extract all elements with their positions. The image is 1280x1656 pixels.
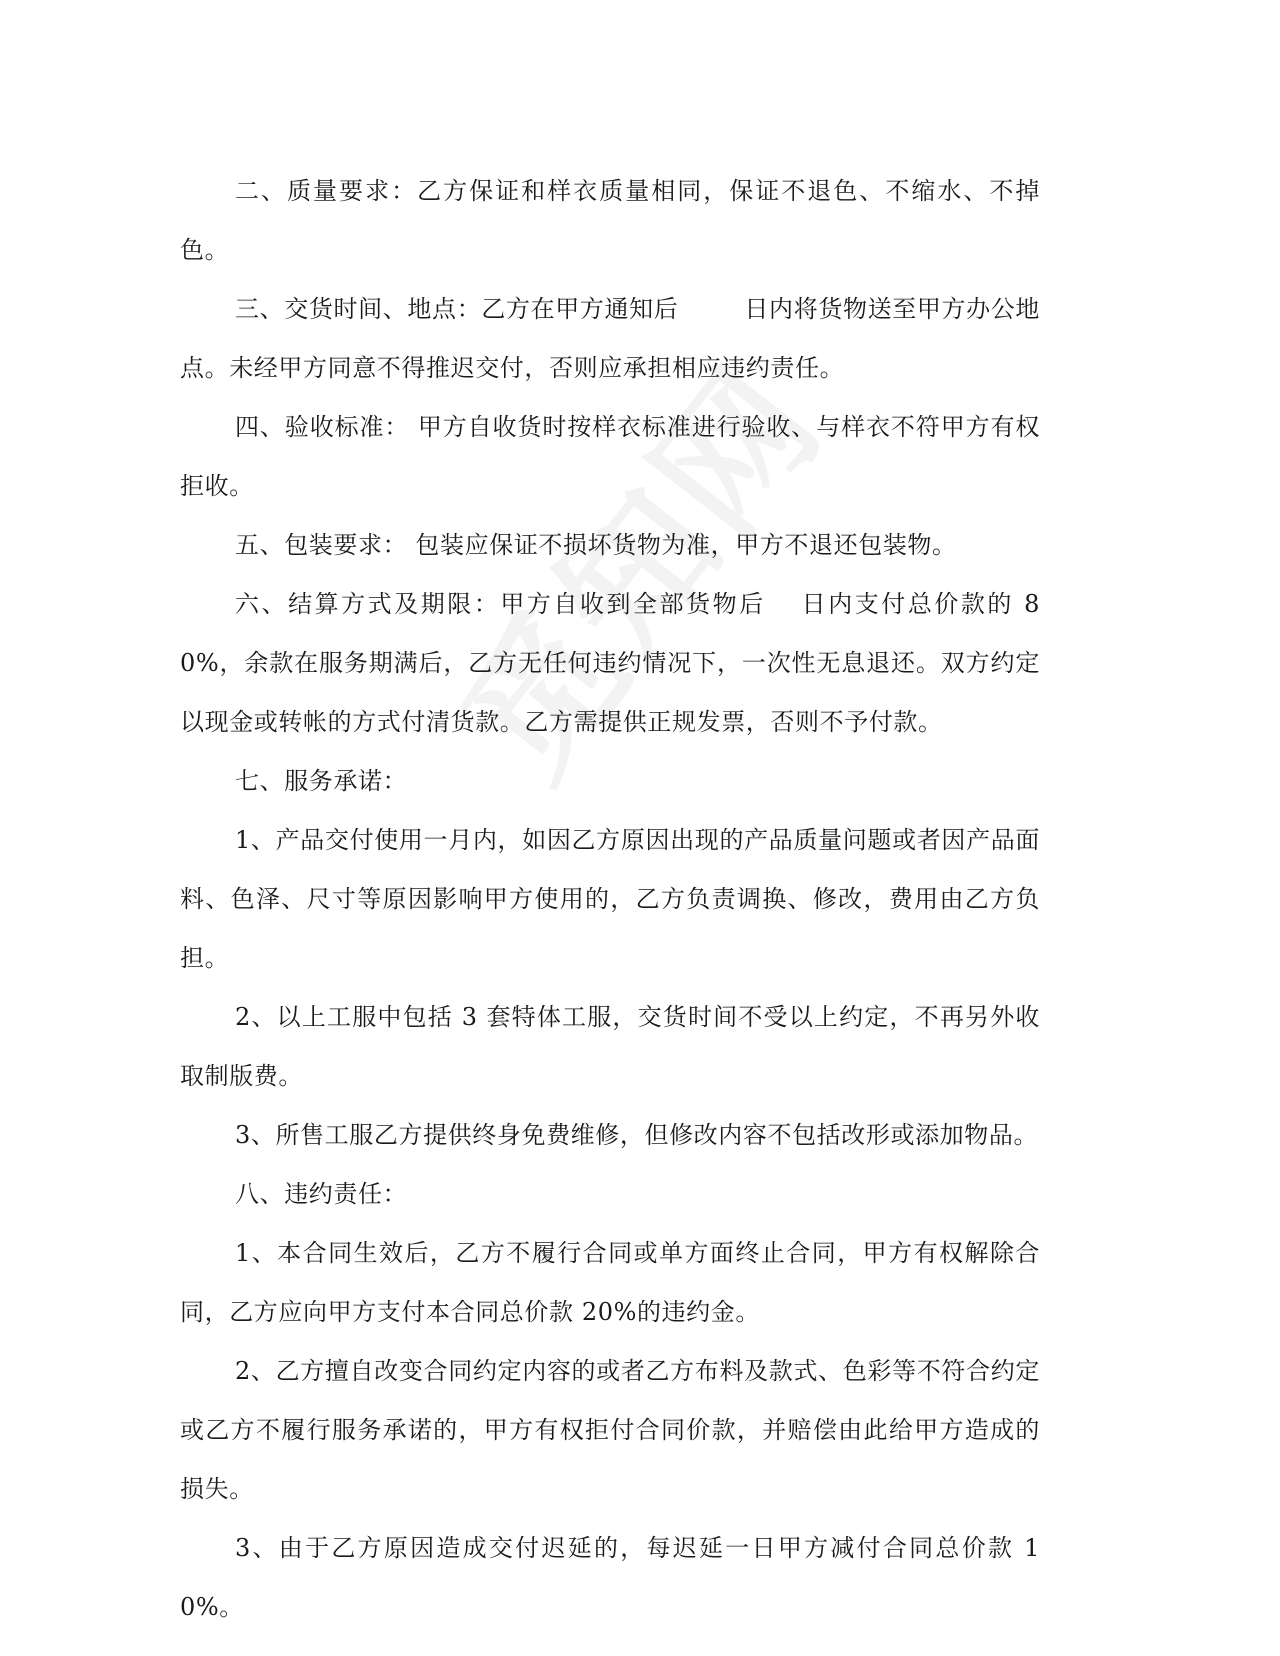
section-heading-service-commitment: 七、服务承诺：	[235, 767, 408, 795]
days-blank-field	[766, 575, 800, 634]
contract-body	[180, 162, 1040, 1637]
clause-quality-requirements: 二、质量要求：乙方保证和样衣质量相同，保证不退色、不缩水、不掉色。	[180, 177, 1040, 264]
clause-delivery-text-before-blank: 三、交货时间、地点：乙方在甲方通知后	[235, 295, 679, 323]
service-item-1: 1、产品交付使用一月内，如因乙方原因出现的产品质量问题或者因产品面料、色泽、尺寸等原因影响甲方使用的，乙方负责调换、修改，费用由乙方负担。	[180, 826, 1040, 972]
clause-settlement-text-after-blank: 日内支付总价款的 80%，余款在服务期满后，乙方无任何违约情况下，一次性无息退还。双方约定以现金或转帐的方式付清货款。乙方需提供正规发票，否则不予付款。	[180, 590, 1040, 736]
section-heading-breach-liability: 八、违约责任：	[235, 1180, 408, 1208]
clause-delivery-time-place	[180, 280, 1040, 398]
service-item-3: 3、所售工服乙方提供终身免费维修，但修改内容不包括改形或添加物品。	[235, 1121, 1039, 1149]
clause-packaging-requirements: 五、包装要求： 包装应保证不损坏货物为准，甲方不退还包装物。	[235, 531, 957, 559]
breach-item-2: 2、乙方擅自改变合同约定内容的或者乙方布料及款式、色彩等不符合约定或乙方不履行服务承诺的，甲方有权拒付合同价款，并赔偿由此给甲方造成的损失。	[180, 1357, 1040, 1503]
clause-settlement	[180, 575, 1040, 752]
clause-acceptance-standard: 四、验收标准： 甲方自收货时按样衣标准进行验收、与样衣不符甲方有权拒收。	[180, 413, 1040, 500]
clause-delivery-text-after-blank: 日内将货物送至甲方办公地点。未经甲方同意不得推迟交付，否则应承担相应违约责任。	[180, 295, 1040, 382]
service-item-2: 2、以上工服中包括 3 套特体工服，交货时间不受以上约定，不再另外收取制版费。	[180, 1003, 1040, 1090]
breach-item-3: 3、由于乙方原因造成交付迟延的，每迟延一日甲方减付合同总价款 10%。	[180, 1534, 1040, 1621]
breach-item-1: 1、本合同生效后，乙方不履行合同或单方面终止合同，甲方有权解除合同，乙方应向甲方支付本合同总价款 20%的违约金。	[180, 1239, 1040, 1326]
clause-settlement-text-before-blank: 六、结算方式及期限：甲方自收到全部货物后	[235, 590, 766, 618]
days-blank-field	[678, 280, 744, 339]
